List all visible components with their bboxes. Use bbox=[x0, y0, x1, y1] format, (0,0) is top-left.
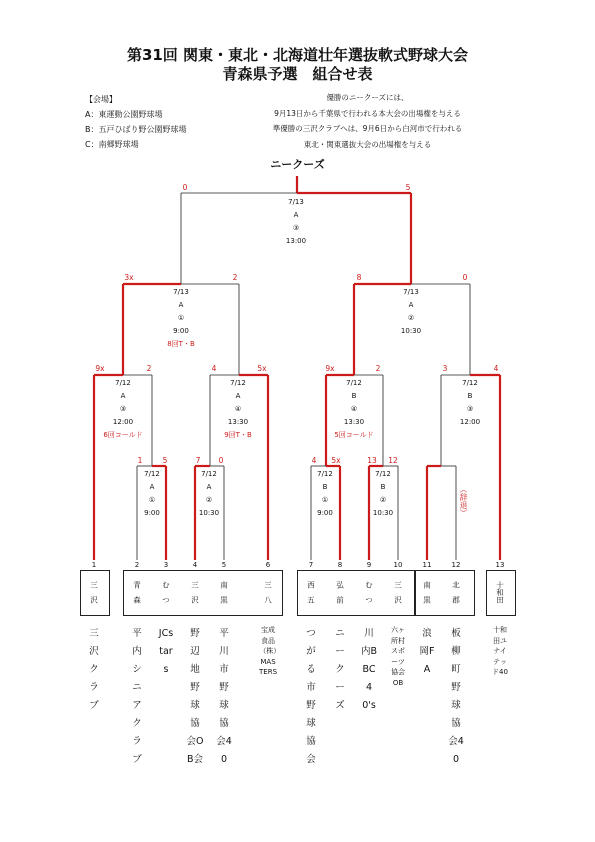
r1-match-info bbox=[295, 468, 355, 520]
area-group-frame bbox=[486, 570, 516, 616]
entry-team-name: 十和田ユナイテッド40 bbox=[492, 626, 508, 676]
entry-number: 8 bbox=[337, 561, 343, 569]
entry-area: 三 沢 bbox=[190, 581, 200, 604]
r1-left-score: 7 bbox=[195, 456, 201, 465]
match-number: ② bbox=[407, 314, 415, 322]
r2-left-score: 3 bbox=[442, 364, 448, 373]
match-venue: B bbox=[351, 392, 357, 400]
match-date: 7/13 bbox=[403, 288, 419, 296]
r1-right-score: 12 bbox=[388, 456, 398, 465]
match-time: 9:00 bbox=[173, 327, 189, 335]
match-time: 10:30 bbox=[400, 327, 422, 335]
r1-right-score: 5 bbox=[162, 456, 168, 465]
match-date: 7/12 bbox=[462, 379, 478, 387]
r2-right-score: 2 bbox=[146, 364, 152, 373]
area-group-frame bbox=[123, 570, 283, 616]
entry-area: 西 五 bbox=[306, 581, 316, 604]
final-right-score: 5 bbox=[405, 183, 411, 192]
match-number: ③ bbox=[466, 405, 474, 413]
r1-right-score: 5x bbox=[331, 456, 341, 465]
match-number: ① bbox=[148, 496, 156, 504]
match-venue: B bbox=[322, 483, 328, 491]
match-number: ① bbox=[321, 496, 329, 504]
match-number: ① bbox=[177, 314, 185, 322]
entry-area: 三 八 bbox=[263, 581, 273, 604]
page-title: 第31回 関東・東北・北海道壮年選抜軟式野球大会 bbox=[126, 46, 469, 64]
note-line: 準優勝の三沢クラブへは、9月6日から白河市で行われる bbox=[272, 124, 463, 133]
page-subtitle: 青森県予選 組合せ表 bbox=[222, 65, 373, 83]
semi-match-info bbox=[151, 286, 211, 351]
r1-left-score: 4 bbox=[311, 456, 317, 465]
entry-number: 7 bbox=[308, 561, 314, 569]
match-date: 7/13 bbox=[288, 198, 304, 206]
entry-number: 1 bbox=[91, 561, 97, 569]
match-note: 9回T・B bbox=[224, 431, 252, 439]
entry-team-name: 六ヶ所村スポーツ協会OB bbox=[391, 626, 405, 687]
r1-match-info bbox=[122, 468, 182, 520]
r2-match-info bbox=[208, 377, 268, 442]
venue-heading: 【会場】 bbox=[85, 95, 117, 104]
entry-area: 弘 前 bbox=[335, 581, 345, 604]
match-date: 7/12 bbox=[230, 379, 246, 387]
match-time: 13:30 bbox=[343, 418, 365, 426]
entry-team-name: 浪岡FA bbox=[419, 628, 435, 675]
entry-number: 10 bbox=[393, 561, 403, 569]
entry-number: 4 bbox=[192, 561, 198, 569]
entry-number: 5 bbox=[221, 561, 227, 569]
r2-left-score: 9x bbox=[95, 364, 105, 373]
r2-match-info bbox=[324, 377, 384, 442]
match-time: 12:00 bbox=[112, 418, 134, 426]
entry-number: 11 bbox=[422, 561, 432, 569]
r1-right-score: 0 bbox=[218, 456, 224, 465]
entry-number: 12 bbox=[451, 561, 461, 569]
entry-area: 北 郡 bbox=[451, 581, 461, 604]
r2-left-score: 9x bbox=[325, 364, 335, 373]
entry-team-name: 平内シニアクラブ bbox=[132, 628, 142, 765]
match-venue: A bbox=[149, 483, 155, 491]
note-line: 9月13日から千葉県で行われる本大会の出場権を与える bbox=[274, 108, 461, 118]
match-date: 7/12 bbox=[144, 470, 160, 478]
semi-right-score: 2 bbox=[232, 273, 238, 282]
entry-number: 3 bbox=[163, 561, 169, 569]
match-time: 10:30 bbox=[198, 509, 220, 517]
area-group-frame bbox=[414, 570, 475, 616]
r1-left-score: 13 bbox=[367, 456, 377, 465]
match-date: 7/12 bbox=[115, 379, 131, 387]
r1-match-info bbox=[353, 468, 413, 520]
entry-team-name: 野辺地野球協会OB会 bbox=[186, 628, 204, 765]
match-number: ④ bbox=[350, 405, 358, 413]
semi-right-score: 0 bbox=[462, 273, 468, 282]
entry-area: 十和田 bbox=[495, 581, 505, 604]
match-venue: B bbox=[467, 392, 473, 400]
entry-area: む つ bbox=[161, 581, 171, 604]
match-number: ② bbox=[379, 496, 387, 504]
entry-team-name: JCstars bbox=[158, 628, 174, 675]
match-time: 12:00 bbox=[459, 418, 481, 426]
entry-team-name: 川内BBC40's bbox=[360, 628, 378, 711]
match-time: 9:00 bbox=[317, 509, 333, 517]
match-date: 7/12 bbox=[375, 470, 391, 478]
area-group-frame bbox=[297, 570, 416, 616]
r1-left-score: 1 bbox=[137, 456, 143, 465]
semi-match-info bbox=[381, 286, 441, 338]
match-number: ③ bbox=[119, 405, 127, 413]
champion-name: ニークーズ bbox=[270, 158, 325, 171]
match-time: 10:30 bbox=[372, 509, 394, 517]
note-line: 東北・関東選抜大会の出場権を与える bbox=[303, 139, 432, 149]
r2-right-score: 4 bbox=[493, 364, 499, 373]
venue-item: B：五戸ひばり野公園野球場 bbox=[85, 125, 187, 134]
match-venue: A bbox=[206, 483, 212, 491]
area-group-frame bbox=[80, 570, 110, 616]
entry-team-name: 平川市野球協会40 bbox=[216, 628, 232, 765]
entry-area: 南 黒 bbox=[422, 581, 432, 604]
withdrawal-label: （辞退） bbox=[459, 485, 468, 517]
match-date: 7/12 bbox=[201, 470, 217, 478]
match-number: ② bbox=[205, 496, 213, 504]
match-note: 5回コールド bbox=[334, 431, 374, 439]
match-date: 7/12 bbox=[346, 379, 362, 387]
r1-match-info bbox=[179, 468, 239, 520]
match-venue: A bbox=[235, 392, 241, 400]
entry-area: 南 黒 bbox=[219, 581, 229, 604]
r2-right-score: 5x bbox=[257, 364, 267, 373]
semi-left-score: 8 bbox=[356, 273, 362, 282]
entry-number: 2 bbox=[134, 561, 140, 569]
final-match-info bbox=[266, 196, 326, 248]
entry-team-name: ニークーズ bbox=[335, 628, 345, 711]
match-date: 7/13 bbox=[173, 288, 189, 296]
venue-item: A：東運動公園野球場 bbox=[85, 110, 163, 119]
r2-match-info bbox=[93, 377, 153, 442]
match-time: 13:30 bbox=[227, 418, 249, 426]
entry-team-name: 板柳町野球協会40 bbox=[448, 628, 464, 765]
match-venue: B bbox=[380, 483, 386, 491]
entry-team-name: 宝成食品（株）MASTERS bbox=[259, 626, 278, 676]
match-note: 8回T・B bbox=[167, 340, 195, 348]
match-note: 6回コールド bbox=[103, 431, 143, 439]
r2-match-info bbox=[440, 377, 500, 429]
entry-team-name: 三沢クラブ bbox=[89, 628, 99, 711]
r2-right-score: 2 bbox=[375, 364, 381, 373]
match-time: 13:00 bbox=[285, 237, 307, 245]
match-venue: A bbox=[293, 211, 299, 219]
entry-area: 三 沢 bbox=[89, 581, 99, 604]
entry-area: 三 沢 bbox=[393, 581, 403, 604]
entry-area: む つ bbox=[364, 581, 374, 604]
match-venue: A bbox=[408, 301, 414, 309]
match-number: ③ bbox=[292, 224, 300, 232]
match-venue: A bbox=[120, 392, 126, 400]
note-line: 優勝のニークーズには、 bbox=[326, 93, 409, 102]
entry-area: 青 森 bbox=[132, 581, 142, 604]
entry-team-name: つがる市野球協会 bbox=[306, 628, 316, 765]
match-time: 9:00 bbox=[144, 509, 160, 517]
match-date: 7/12 bbox=[317, 470, 333, 478]
semi-left-score: 3x bbox=[124, 273, 134, 282]
match-venue: A bbox=[178, 301, 184, 309]
r2-left-score: 4 bbox=[211, 364, 217, 373]
final-left-score: 0 bbox=[182, 183, 188, 192]
venue-item: C：南郷野球場 bbox=[85, 140, 139, 149]
match-number: ④ bbox=[234, 405, 242, 413]
entry-number: 13 bbox=[495, 561, 505, 569]
entry-number: 6 bbox=[265, 561, 271, 569]
entry-number: 9 bbox=[366, 561, 372, 569]
